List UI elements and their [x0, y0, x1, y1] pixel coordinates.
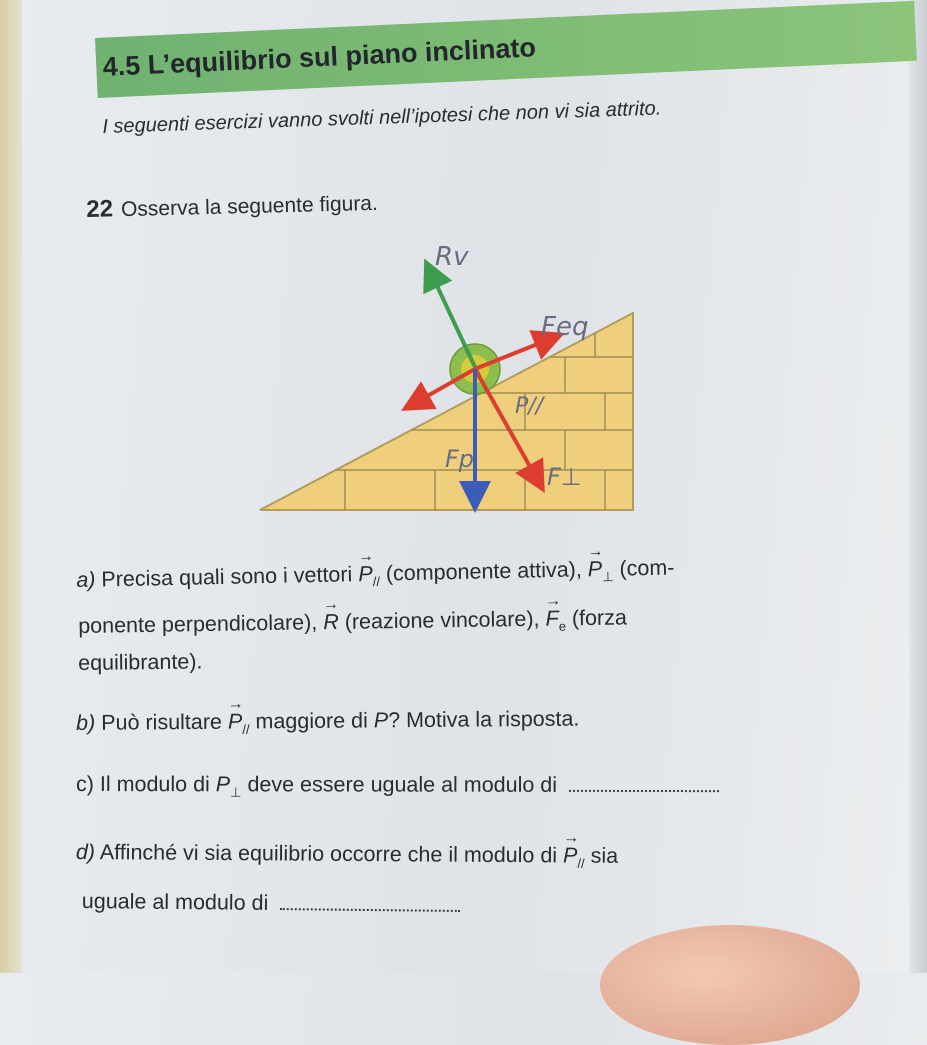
- question-b-text-3: ? Motiva la risposta.: [388, 706, 580, 733]
- symbol-p: P: [373, 708, 389, 733]
- exercise-heading: [86, 189, 378, 224]
- right-page-edge: [909, 0, 927, 973]
- vector-symbol: P: [587, 556, 603, 582]
- section-intro: I seguenti esercizi vanno svolti nell’ipotesi che non vi sia attrito.: [102, 97, 662, 138]
- vector-subscript: //: [242, 721, 250, 737]
- answer-blank-c[interactable]: [569, 772, 719, 792]
- vector-r: [323, 608, 339, 635]
- vector-symbol: F: [545, 606, 559, 631]
- question-a-text-7: equilibrante).: [78, 649, 203, 675]
- left-page-edge: [0, 0, 22, 973]
- question-a-text-2: (componente attiva),: [385, 557, 583, 586]
- question-a-line-3: [78, 649, 203, 676]
- question-d-line-2: [82, 888, 461, 918]
- symbol-p-perpendicular: [215, 772, 242, 800]
- question-a-text-4: ponente perpendicolare),: [78, 610, 318, 638]
- exercise-instruction: Osserva la seguente figura.: [120, 191, 379, 222]
- vector-symbol: P: [358, 561, 373, 587]
- question-d-text-1: Affinché vi sia equilibrio occorre che il modulo di: [99, 840, 558, 868]
- question-d-line-1: [76, 838, 618, 871]
- question-a-text-5: (reazione vincolare),: [344, 606, 540, 634]
- handwritten-label-p-parallel: P//: [515, 394, 544, 419]
- question-d-text-2: sia: [590, 843, 619, 868]
- handwritten-label-feq: Feq: [541, 312, 589, 342]
- exercise-number: 22: [86, 195, 114, 223]
- vector-symbol: P: [227, 709, 243, 734]
- question-a-letter: a): [76, 567, 96, 592]
- finger-edge: [600, 925, 860, 1045]
- vector-subscript: //: [577, 855, 585, 871]
- inclined-plane-figure: [245, 235, 645, 525]
- vector-subscript: e: [558, 618, 567, 634]
- question-b: [76, 705, 579, 739]
- vector-symbol: R: [323, 609, 339, 635]
- vector-symbol: P: [563, 843, 578, 868]
- vector-f-e: [545, 604, 566, 634]
- question-a-text-6: (forza: [571, 605, 627, 631]
- question-a-line-2: [78, 603, 627, 641]
- question-c-text-2: deve essere uguale al modulo di: [247, 772, 558, 797]
- vector-p-parallel: [358, 560, 380, 590]
- handwritten-label-f-perp: F⊥: [547, 463, 582, 491]
- symbol-subscript: ⊥: [230, 784, 242, 800]
- question-a-text-1: Precisa quali sono i vettori: [101, 562, 353, 592]
- question-a-text-3: (com-: [619, 555, 675, 581]
- question-c: [76, 771, 719, 801]
- question-b-letter: b): [76, 710, 96, 735]
- question-b-text-1: Può risultare: [101, 709, 223, 735]
- question-d-text-3: uguale al modulo di: [81, 888, 269, 915]
- vector-subscript: //: [372, 573, 381, 590]
- question-d-letter: d): [75, 839, 96, 865]
- question-c-text-1: Il modulo di: [99, 772, 210, 797]
- handwritten-label-rv: Rv: [435, 242, 469, 272]
- answer-blank-d[interactable]: [280, 890, 460, 912]
- question-b-text-2: maggiore di: [255, 708, 368, 734]
- section-title: 4.5 L’equilibrio sul piano inclinato: [102, 32, 537, 82]
- vector-subscript: ⊥: [602, 569, 614, 585]
- symbol-letter: P: [215, 772, 231, 797]
- vector-p-parallel: [228, 707, 250, 736]
- vector-p-perpendicular: [587, 555, 613, 586]
- question-c-letter: c): [75, 772, 94, 797]
- handwritten-label-fp: Fp: [445, 445, 475, 473]
- question-a-line-1: [76, 553, 675, 596]
- vector-p-parallel: [563, 841, 585, 870]
